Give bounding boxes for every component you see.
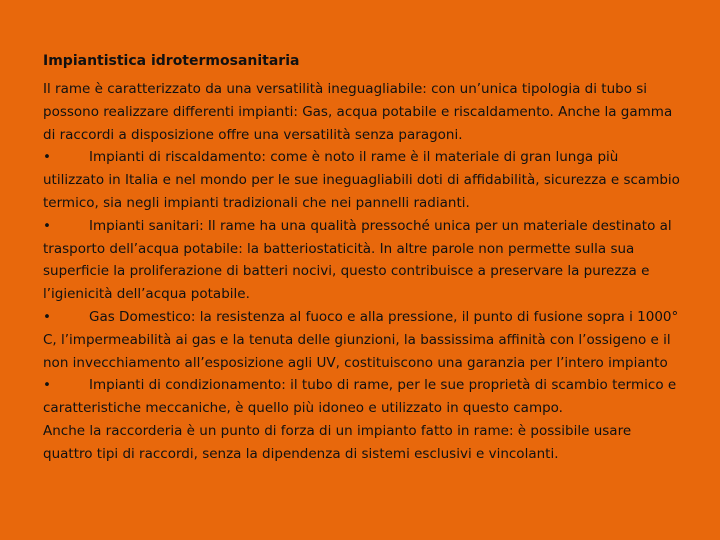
bullet-item-gas	[43, 306, 683, 374]
bullet-text: Impianti di condizionamento: il tubo di rame, per le sue proprietà di scambio termico e caratteristiche meccaniche, è quello più idoneo e utilizzato in questo campo.	[43, 377, 677, 417]
bullet-text: Impianti di riscaldamento: come è noto il rame è il materiale di gran lunga più utilizzato in Italia e nel mondo per le sue ineguagliabili doti di affidabilità, sicurezza e scambio termico, sia negli impianti tradizionali che nei pannelli radianti.	[43, 149, 680, 211]
bullet-dot: •	[43, 149, 51, 166]
bullet-text: Impianti sanitari: Il rame ha una qualità pressoché unica per un materiale destinato al trasporto dell’acqua potabile: la batteriostaticità. In altre parole non permette sulla sua superficie la proliferazione di batteri nocivi, questo contribuisce a preservare la purezza e l’igienicità dell’acqua potabile.	[43, 217, 672, 303]
bullet-dot: •	[43, 217, 51, 234]
slide-title: Impiantistica idrotermosanitaria	[43, 53, 300, 69]
bullet-item-riscaldamento	[43, 146, 683, 214]
intro-paragraph: Il rame è caratterizzato da una versatilità ineguagliabile: con un’unica tipologia di tubo si possono realizzare differenti impianti: Gas, acqua potabile e riscaldamento. Anche la gamma di raccordi a disposizione offre una versatilità senza paragoni.	[43, 81, 673, 143]
bullet-dot: •	[43, 308, 51, 325]
bullet-item-condizionamento	[43, 374, 683, 420]
bullet-text: Gas Domestico: la resistenza al fuoco e alla pressione, il punto di fusione sopra i 1000° C, l’impermeabilità ai gas e la tenuta delle giunzioni, la bassissima affinità con l’ossigeno e il non invecchiamento all’esposizione agli UV, costituiscono una garanzia per l’intero impianto	[43, 308, 679, 371]
bullet-item-sanitari	[43, 215, 683, 306]
closing-paragraph: Anche la raccorderia è un punto di forza di un impianto fatto in rame: è possibile usare quattro tipi di raccordi, senza la dipendenza di sistemi esclusivi e vincolanti.	[43, 422, 632, 462]
bullet-dot: •	[43, 377, 51, 394]
slide-body	[43, 78, 683, 466]
